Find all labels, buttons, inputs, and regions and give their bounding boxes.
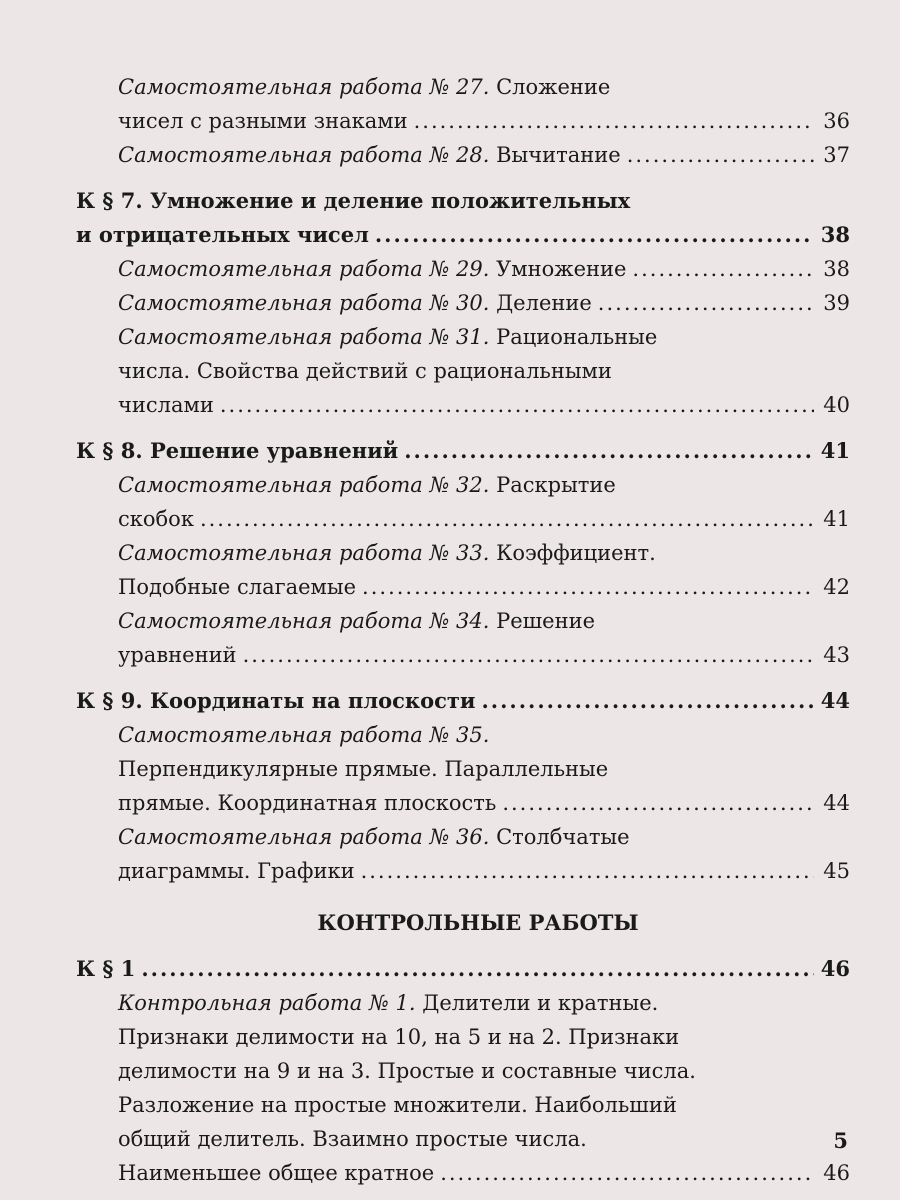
entry-work-label: Самостоятельная работа № 34. — [118, 609, 490, 633]
toc-entry-line — [76, 638, 850, 672]
entry-title: К § 9. Координаты на плоскости — [76, 688, 476, 713]
entry-title: К § 1 — [76, 956, 136, 981]
page-number: 5 — [833, 1128, 848, 1153]
entry-title: Наименьшее общее кратное — [118, 1161, 435, 1185]
toc-entry-line — [76, 104, 850, 138]
entry-title: Признаки делимости на 10, на 5 и на 2. Признаки — [118, 1025, 680, 1049]
toc-entry-line — [76, 1020, 850, 1054]
entry-title: прямые. Координатная плоскость — [118, 791, 497, 815]
entry-work-label: Самостоятельная работа № 30. — [118, 291, 490, 315]
entry-title: Умножение — [489, 257, 627, 281]
toc-entry-line — [76, 718, 850, 752]
dot-leader — [502, 786, 814, 820]
entry-title: Делители и кратные. — [415, 991, 659, 1015]
toc-entry-line — [76, 70, 850, 104]
entry-title: числа. Свойства действий с рациональными — [118, 359, 612, 383]
entry-page-number: 41 — [820, 438, 850, 463]
toc-entry-line — [76, 986, 850, 1020]
dot-leader — [243, 638, 814, 672]
entry-title: числами — [118, 393, 214, 417]
section-heading: КОНТРОЛЬНЫЕ РАБОТЫ — [317, 910, 639, 935]
toc-entry-line — [76, 468, 850, 502]
dot-leader — [361, 854, 814, 888]
entry-title: Вычитание — [489, 143, 621, 167]
entry-page-number: 45 — [823, 859, 850, 883]
entry-title: К § 8. Решение уравнений — [76, 438, 399, 463]
dot-leader — [375, 218, 814, 252]
toc-entry-line — [76, 388, 850, 422]
entry-page-number: 40 — [823, 393, 850, 417]
entry-work-label: Самостоятельная работа № 35. — [118, 723, 490, 747]
toc-entry-line — [76, 286, 850, 320]
dot-leader — [200, 502, 814, 536]
dot-leader — [404, 434, 814, 468]
dot-leader — [627, 138, 814, 172]
entry-title: Решение — [489, 609, 596, 633]
entry-page-number: 41 — [823, 507, 850, 531]
dot-leader — [220, 388, 814, 422]
entry-title: делимости на 9 и на 3. Простые и составные числа. — [118, 1059, 696, 1083]
dot-leader — [598, 286, 814, 320]
toc-entry-line — [76, 1156, 850, 1190]
entry-page-number: 37 — [823, 143, 850, 167]
toc-entry-line — [76, 1088, 850, 1122]
entry-title: Коэффициент. — [489, 541, 656, 565]
toc-entry-line — [76, 752, 850, 786]
entry-title: диаграммы. Графики — [118, 859, 355, 883]
entry-work-label: Самостоятельная работа № 28. — [118, 143, 490, 167]
toc-chapter-line — [76, 434, 850, 468]
toc-entry-line — [76, 786, 850, 820]
entry-title: Сложение — [489, 75, 611, 99]
toc-chapter-line — [76, 184, 850, 218]
entry-title: Рациональные — [489, 325, 658, 349]
entry-title: Столбчатые — [489, 825, 630, 849]
toc-entry-line — [76, 604, 850, 638]
entry-work-label: Самостоятельная работа № 36. — [118, 825, 490, 849]
dot-leader — [362, 570, 814, 604]
entry-work-label: Самостоятельная работа № 32. — [118, 473, 490, 497]
table-of-contents — [76, 70, 850, 1190]
toc-entry-line — [76, 252, 850, 286]
dot-leader — [440, 1156, 814, 1190]
toc-entry-line — [76, 536, 850, 570]
entry-page-number: 38 — [823, 257, 850, 281]
entry-title: скобок — [118, 507, 194, 531]
toc-entry-line — [76, 854, 850, 888]
toc-entry-line — [76, 502, 850, 536]
entry-title: Подобные слагаемые — [118, 575, 357, 599]
toc-chapter-line — [76, 684, 850, 718]
toc-entry-line — [76, 570, 850, 604]
entry-title: К § 7. Умножение и деление положительных — [76, 188, 631, 213]
entry-page-number: 46 — [820, 956, 850, 981]
entry-work-label: Самостоятельная работа № 27. — [118, 75, 490, 99]
entry-title: общий делитель. Взаимно простые числа. — [118, 1127, 587, 1151]
dot-leader — [414, 104, 814, 138]
entry-title: Разложение на простые множители. Наибольший — [118, 1093, 677, 1117]
dot-leader — [141, 952, 814, 986]
toc-entry-line — [76, 138, 850, 172]
toc-entry-line — [76, 820, 850, 854]
entry-work-label: Самостоятельная работа № 33. — [118, 541, 490, 565]
toc-entry-line — [76, 1054, 850, 1088]
toc-entry-line — [76, 1122, 850, 1156]
entry-title: Перпендикулярные прямые. Параллельные — [118, 757, 609, 781]
entry-title: Деление — [489, 291, 592, 315]
dot-leader — [632, 252, 814, 286]
entry-work-label: Самостоятельная работа № 29. — [118, 257, 490, 281]
entry-page-number: 44 — [820, 688, 850, 713]
entry-page-number: 44 — [823, 791, 850, 815]
entry-title: чисел с разными знаками — [118, 109, 408, 133]
entry-page-number: 46 — [823, 1161, 850, 1185]
toc-chapter-line — [76, 952, 850, 986]
entry-page-number: 42 — [823, 575, 850, 599]
toc-entry-line — [76, 320, 850, 354]
toc-chapter-line — [76, 218, 850, 252]
entry-page-number: 43 — [823, 643, 850, 667]
entry-page-number: 36 — [823, 109, 850, 133]
entry-title: и отрицательных чисел — [76, 222, 369, 247]
entry-title: Раскрытие — [489, 473, 616, 497]
entry-title: уравнений — [118, 643, 237, 667]
entry-page-number: 38 — [820, 222, 850, 247]
dot-leader — [481, 684, 814, 718]
entry-page-number: 39 — [823, 291, 850, 315]
entry-work-label: Контрольная работа № 1. — [118, 991, 416, 1015]
toc-entry-line — [76, 354, 850, 388]
entry-work-label: Самостоятельная работа № 31. — [118, 325, 490, 349]
